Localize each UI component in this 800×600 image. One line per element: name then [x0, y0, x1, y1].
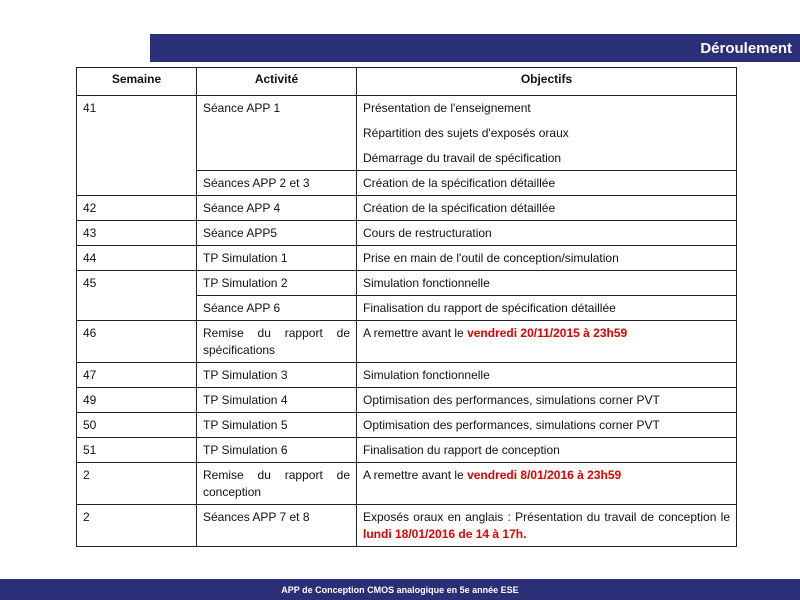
- column-header-semaine: Semaine: [77, 68, 197, 96]
- activity-cell: TP Simulation 1: [197, 246, 357, 271]
- table-row: [77, 196, 737, 221]
- week-cell: 45: [77, 271, 197, 321]
- activity-cell: Séance APP 1: [197, 96, 357, 171]
- deadline-highlight: lundi 18/01/2016 de 14 à 17h.: [363, 527, 527, 541]
- week-cell: 51: [77, 438, 197, 463]
- activity-cell: Séance APP5: [197, 221, 357, 246]
- schedule-table: [76, 67, 737, 547]
- activity-cell: Séances APP 2 et 3: [197, 171, 357, 196]
- activity-cell: Séance APP 4: [197, 196, 357, 221]
- table-row: [77, 96, 737, 171]
- week-cell: 43: [77, 221, 197, 246]
- table-row: [77, 221, 737, 246]
- week-cell: 47: [77, 363, 197, 388]
- activity-cell: Remise du rapport de conception: [197, 463, 357, 505]
- week-cell: 41: [77, 96, 197, 196]
- table-header-row: [77, 68, 737, 96]
- objective-cell: Optimisation des performances, simulations corner PVT: [357, 413, 737, 438]
- table-row: [77, 271, 737, 296]
- table-row: [77, 321, 737, 363]
- objective-cell: [357, 96, 737, 171]
- table-row: [77, 388, 737, 413]
- activity-cell: Séance APP 6: [197, 296, 357, 321]
- table-row: [77, 246, 737, 271]
- table-row: [77, 463, 737, 505]
- table-row: [77, 505, 737, 547]
- objective-text: A remettre avant le: [363, 326, 468, 340]
- column-header-objectifs: Objectifs: [357, 68, 737, 96]
- objective-text: Exposés oraux en anglais : Présentation du travail de conception le: [363, 510, 730, 524]
- objective-cell: Optimisation des performances, simulations corner PVT: [357, 388, 737, 413]
- objective-cell: Finalisation du rapport de spécification détaillée: [357, 296, 737, 321]
- objective-cell: Cours de restructuration: [357, 221, 737, 246]
- objective-cell: Simulation fonctionnelle: [357, 271, 737, 296]
- week-cell: 49: [77, 388, 197, 413]
- activity-cell: TP Simulation 5: [197, 413, 357, 438]
- slide-title: Déroulement: [700, 39, 792, 57]
- week-cell: 2: [77, 463, 197, 505]
- activity-cell: TP Simulation 4: [197, 388, 357, 413]
- objective-line: Répartition des sujets d'exposés oraux: [363, 126, 569, 140]
- activity-cell: TP Simulation 3: [197, 363, 357, 388]
- week-cell: 44: [77, 246, 197, 271]
- activity-cell: TP Simulation 2: [197, 271, 357, 296]
- objective-text: A remettre avant le: [363, 468, 468, 482]
- table-row: [77, 438, 737, 463]
- week-cell: 50: [77, 413, 197, 438]
- week-cell: 46: [77, 321, 197, 363]
- objective-line: Présentation de l'enseignement: [363, 101, 531, 115]
- footer-bar: [0, 579, 800, 600]
- deadline-highlight: vendredi 20/11/2015 à 23h59: [467, 326, 628, 340]
- week-cell: 42: [77, 196, 197, 221]
- footer-text: APP de Conception CMOS analogique en 5e année ESE: [281, 584, 519, 595]
- activity-cell: TP Simulation 6: [197, 438, 357, 463]
- objective-cell: Création de la spécification détaillée: [357, 171, 737, 196]
- table-row: [77, 413, 737, 438]
- objective-line: Démarrage du travail de spécification: [363, 151, 562, 165]
- week-cell: 2: [77, 505, 197, 547]
- slide-title-bar: [150, 34, 800, 62]
- activity-cell: Remise du rapport de spécifications: [197, 321, 357, 363]
- objective-cell: Prise en main de l'outil de conception/simulation: [357, 246, 737, 271]
- objective-cell: Simulation fonctionnelle: [357, 363, 737, 388]
- objective-cell: [357, 463, 737, 505]
- table-row: [77, 363, 737, 388]
- objective-cell: [357, 505, 737, 547]
- objective-cell: Finalisation du rapport de conception: [357, 438, 737, 463]
- column-header-activite: Activité: [197, 68, 357, 96]
- objective-cell: [357, 321, 737, 363]
- objective-cell: Création de la spécification détaillée: [357, 196, 737, 221]
- activity-cell: Séances APP 7 et 8: [197, 505, 357, 547]
- deadline-highlight: vendredi 8/01/2016 à 23h59: [467, 468, 622, 482]
